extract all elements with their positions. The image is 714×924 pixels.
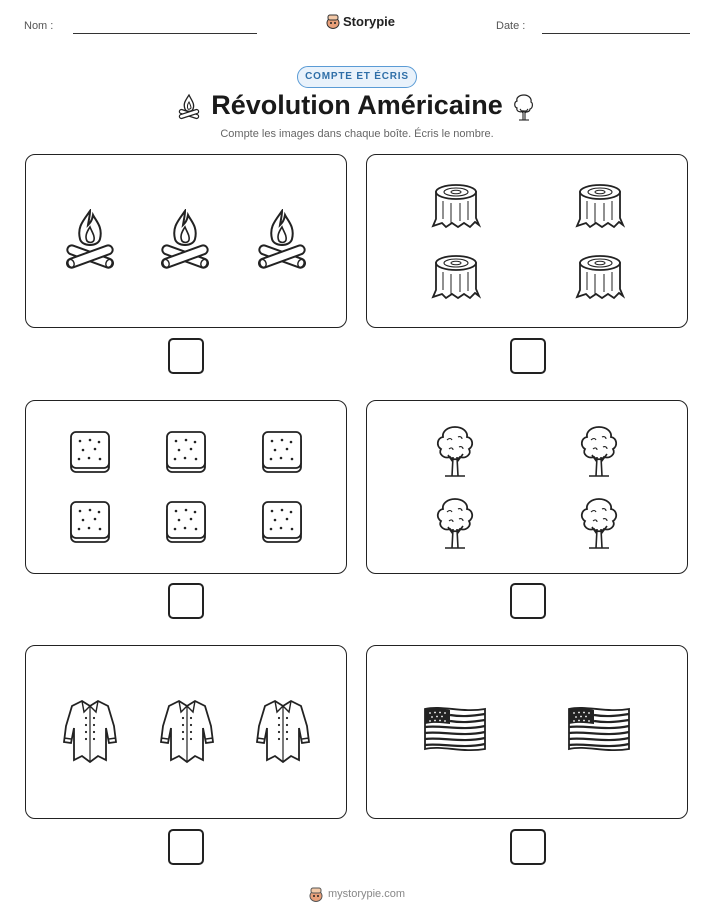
cracker-icon <box>259 499 305 545</box>
tree-icon <box>576 496 622 550</box>
colonial-coat-icon <box>249 698 317 766</box>
cracker-icon <box>67 499 113 545</box>
instructions: Compte les images dans chaque boîte. Écris le nombre. <box>220 128 494 140</box>
cracker-icon <box>259 429 305 475</box>
count-panel-stump <box>366 154 688 328</box>
colonial-coat-icon <box>153 698 221 766</box>
brand-name: Storypie <box>343 13 396 29</box>
pie-mascot-icon <box>308 886 324 902</box>
tree-icon <box>511 92 537 122</box>
tree-stump-icon <box>575 183 625 229</box>
cracker-icon <box>163 499 209 545</box>
brand-logo <box>326 13 395 29</box>
footer-url[interactable]: mystorypie.com <box>328 888 406 900</box>
count-panel-cracker <box>25 400 347 574</box>
tree-icon <box>576 424 622 478</box>
answer-box[interactable] <box>168 583 204 619</box>
american-flag-icon <box>422 705 488 757</box>
colonial-coat-icon <box>56 698 124 766</box>
cracker-icon <box>163 429 209 475</box>
american-flag-icon <box>566 705 632 757</box>
page-title: Révolution Américaine <box>211 90 503 120</box>
campfire-icon <box>63 209 117 273</box>
answer-box[interactable] <box>510 583 546 619</box>
cracker-icon <box>67 429 113 475</box>
name-label: Nom : <box>24 20 54 32</box>
name-line[interactable] <box>73 33 257 34</box>
pie-mascot-icon <box>326 13 340 29</box>
count-panel-flag <box>366 645 688 819</box>
tree-stump-icon <box>575 254 625 300</box>
date-label: Date : <box>496 20 526 32</box>
footer <box>308 886 405 902</box>
answer-box[interactable] <box>510 338 546 374</box>
answer-box[interactable] <box>168 338 204 374</box>
tree-stump-icon <box>431 183 481 229</box>
answer-box[interactable] <box>168 829 204 865</box>
count-panel-tree <box>366 400 688 574</box>
answer-box[interactable] <box>510 829 546 865</box>
date-line[interactable] <box>542 33 690 34</box>
activity-badge: COMPTE ET ÉCRIS <box>297 66 417 88</box>
campfire-icon <box>255 209 309 273</box>
tree-icon <box>432 424 478 478</box>
campfire-icon <box>158 209 212 273</box>
tree-icon <box>432 496 478 550</box>
tree-stump-icon <box>431 254 481 300</box>
